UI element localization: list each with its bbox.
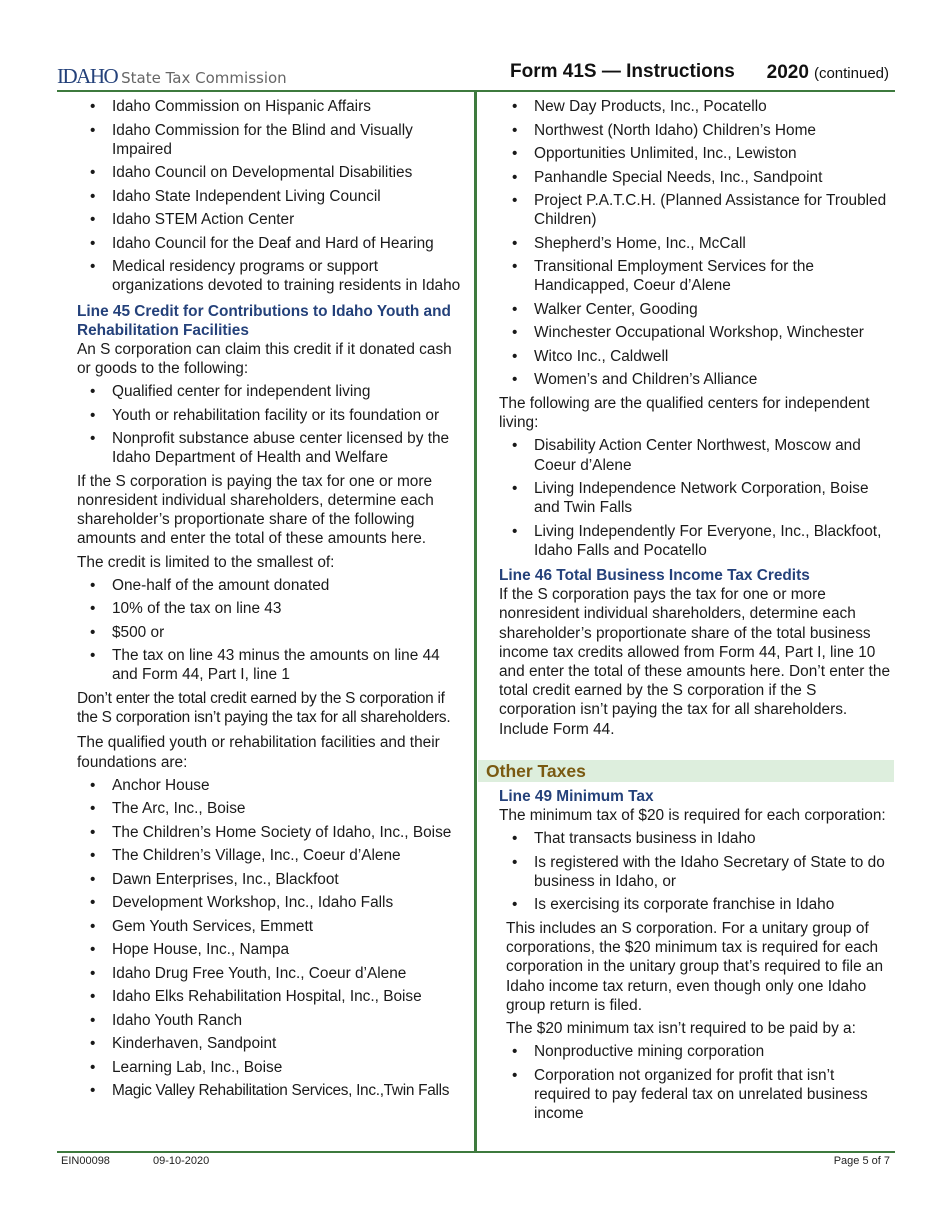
line45-note: Don’t enter the total credit earned by the S corporation if the S corporation isn’t paying the tax for all shareholders. <box>77 689 451 727</box>
list-item: • Transitional Employment Services for the Handicapped, Coeur d’Alene <box>499 257 895 295</box>
line45-list <box>77 382 462 467</box>
footer-form-code: EIN00098 <box>61 1155 110 1167</box>
continued-label: (continued) <box>813 65 889 82</box>
line49-paragraph: This includes an S corporation. For a unitary group of corporations, the $20 minimum tax is required for each corporation in the unitary group that’s required to file an Idaho income tax return, even though only one Idaho group return is filed. <box>506 919 884 1014</box>
line49-list <box>499 829 895 914</box>
list-item: • Winchester Occupational Workshop, Winchester <box>499 323 895 342</box>
list-item: • Disability Action Center Northwest, Moscow and Coeur d’Alene <box>499 436 895 474</box>
list-item: • Is registered with the Idaho Secretary of State to do business in Idaho, or <box>499 853 895 891</box>
limit-list <box>77 576 462 685</box>
list-item: • New Day Products, Inc., Pocatello <box>499 97 895 116</box>
line45-heading: Line 45 Credit for Contributions to Idaho Youth and Rehabilitation Facilities <box>77 302 451 339</box>
form-year: 2020 <box>766 62 809 83</box>
list-item: • Corporation not organized for profit that isn’t required to pay federal tax on unrelated business income <box>499 1066 895 1124</box>
list-item: • Idaho Elks Rehabilitation Hospital, Inc., Boise <box>77 987 462 1006</box>
list-item: • Anchor House <box>77 776 462 795</box>
list-item: • Idaho Council on Developmental Disabilities <box>77 163 462 182</box>
list-item: • Idaho Youth Ranch <box>77 1011 462 1030</box>
list-item: • Idaho STEM Action Center <box>77 210 462 229</box>
list-item: • Hope House, Inc., Nampa <box>77 940 462 959</box>
facility-list-continued <box>499 97 895 390</box>
list-item: • Is exercising its corporate franchise in Idaho <box>499 895 895 914</box>
list-item: • Idaho Council for the Deaf and Hard of Hearing <box>77 234 462 253</box>
list-item: • Living Independently For Everyone, Inc., Blackfoot, Idaho Falls and Pocatello <box>499 522 895 560</box>
line46-heading: Line 46 Total Business Income Tax Credits <box>499 567 810 585</box>
list-item: • Youth or rehabilitation facility or its foundation or <box>77 406 462 425</box>
list-item: • The Arc, Inc., Boise <box>77 799 462 818</box>
list-item: • Idaho Drug Free Youth, Inc., Coeur d’Alene <box>77 964 462 983</box>
list-item: • Learning Lab, Inc., Boise <box>77 1058 462 1077</box>
list-item: • Medical residency programs or support organizations devoted to training residents in Idaho <box>77 257 462 295</box>
list-item: • Project P.A.T.C.H. (Planned Assistance for Troubled Children) <box>499 191 895 229</box>
logo-text: State Tax Commission <box>121 69 287 87</box>
page-header <box>57 60 895 90</box>
line45-intro: An S corporation can claim this credit if it donated cash or goods to the following: <box>77 340 452 377</box>
centers-list <box>499 436 895 560</box>
list-item: • Living Independence Network Corporation, Boise and Twin Falls <box>499 479 895 517</box>
column-divider <box>474 91 477 1153</box>
list-item: • Dawn Enterprises, Inc., Blackfoot <box>77 870 462 889</box>
list-item: • Qualified center for independent living <box>77 382 462 401</box>
centers-intro: The following are the qualified centers for independent living: <box>499 394 870 432</box>
facility-list <box>77 776 462 1101</box>
list-item: • Nonprofit substance abuse center licensed by the Idaho Department of Health and Welfare <box>77 429 462 467</box>
top-list <box>77 97 462 296</box>
logo-mark: IDAHO <box>57 64 118 88</box>
form-year-block <box>767 62 889 84</box>
list-item: • Development Workshop, Inc., Idaho Falls <box>77 893 462 912</box>
other-taxes-heading: Other Taxes <box>478 760 894 782</box>
facilities-intro: The qualified youth or rehabilitation facilities and their foundations are: <box>77 734 440 771</box>
list-item: • $500 or <box>77 623 462 642</box>
line49-exempt-intro: The $20 minimum tax isn’t required to be paid by a: <box>506 1019 856 1037</box>
line45-paragraph: If the S corporation is paying the tax for one or more nonresident individual shareholders, determine each shareholder’s proportionate share of the following amounts and enter the total of these amounts here. <box>77 472 434 548</box>
line49-intro: The minimum tax of $20 is required for each corporation: <box>499 807 886 824</box>
list-item: • One-half of the amount donated <box>77 576 462 595</box>
list-item: • Idaho Commission on Hispanic Affairs <box>77 97 462 116</box>
list-item: • Magic Valley Rehabilitation Services, Inc.,Twin Falls <box>77 1081 462 1100</box>
list-item: • Opportunities Unlimited, Inc., Lewiston <box>499 144 895 163</box>
list-item: • Walker Center, Gooding <box>499 300 895 319</box>
list-item: • Kinderhaven, Sandpoint <box>77 1034 462 1053</box>
list-item: • Witco Inc., Caldwell <box>499 347 895 366</box>
list-item: • Panhandle Special Needs, Inc., Sandpoint <box>499 168 895 187</box>
list-item: • Shepherd’s Home, Inc., McCall <box>499 234 895 253</box>
footer-divider <box>57 1151 895 1153</box>
page-number: Page 5 of 7 <box>833 1155 890 1167</box>
exempt-list <box>499 1042 895 1123</box>
list-item: • Idaho Commission for the Blind and Visually Impaired <box>77 121 462 159</box>
line49-heading: Line 49 Minimum Tax <box>499 788 654 805</box>
list-item: • The Children’s Village, Inc., Coeur d’Alene <box>77 846 462 865</box>
list-item: • Northwest (North Idaho) Children’s Home <box>499 121 895 140</box>
form-title: Form 41S — Instructions <box>510 61 735 82</box>
right-column-lower <box>499 787 895 1128</box>
list-item: • Nonproductive mining corporation <box>499 1042 895 1061</box>
list-item: • The Children’s Home Society of Idaho, Inc., Boise <box>77 823 462 842</box>
left-column <box>77 97 462 1105</box>
list-item: • The tax on line 43 minus the amounts on line 44 and Form 44, Part I, line 1 <box>77 646 462 684</box>
list-item: • That transacts business in Idaho <box>499 829 895 848</box>
list-item: • Women’s and Children’s Alliance <box>499 370 895 389</box>
footer-date: 09-10-2020 <box>153 1155 210 1167</box>
list-item: • 10% of the tax on line 43 <box>77 599 462 618</box>
right-column <box>499 97 895 743</box>
line46-paragraph: If the S corporation pays the tax for one or more nonresident individual shareholders, determine each shareholder’s proportionate share of the total business income tax credits allowed from Form 44, Part I, line 10 and enter the total of these amounts here. Don’t enter the total credit earned by the S corporation if the S corporation isn’t paying the tax for all shareholders. Include Form 44. <box>499 586 891 738</box>
list-item: • Idaho State Independent Living Council <box>77 187 462 206</box>
line45-limit-intro: The credit is limited to the smallest of: <box>77 553 335 571</box>
idaho-logo <box>57 64 287 89</box>
list-item: • Gem Youth Services, Emmett <box>77 917 462 936</box>
